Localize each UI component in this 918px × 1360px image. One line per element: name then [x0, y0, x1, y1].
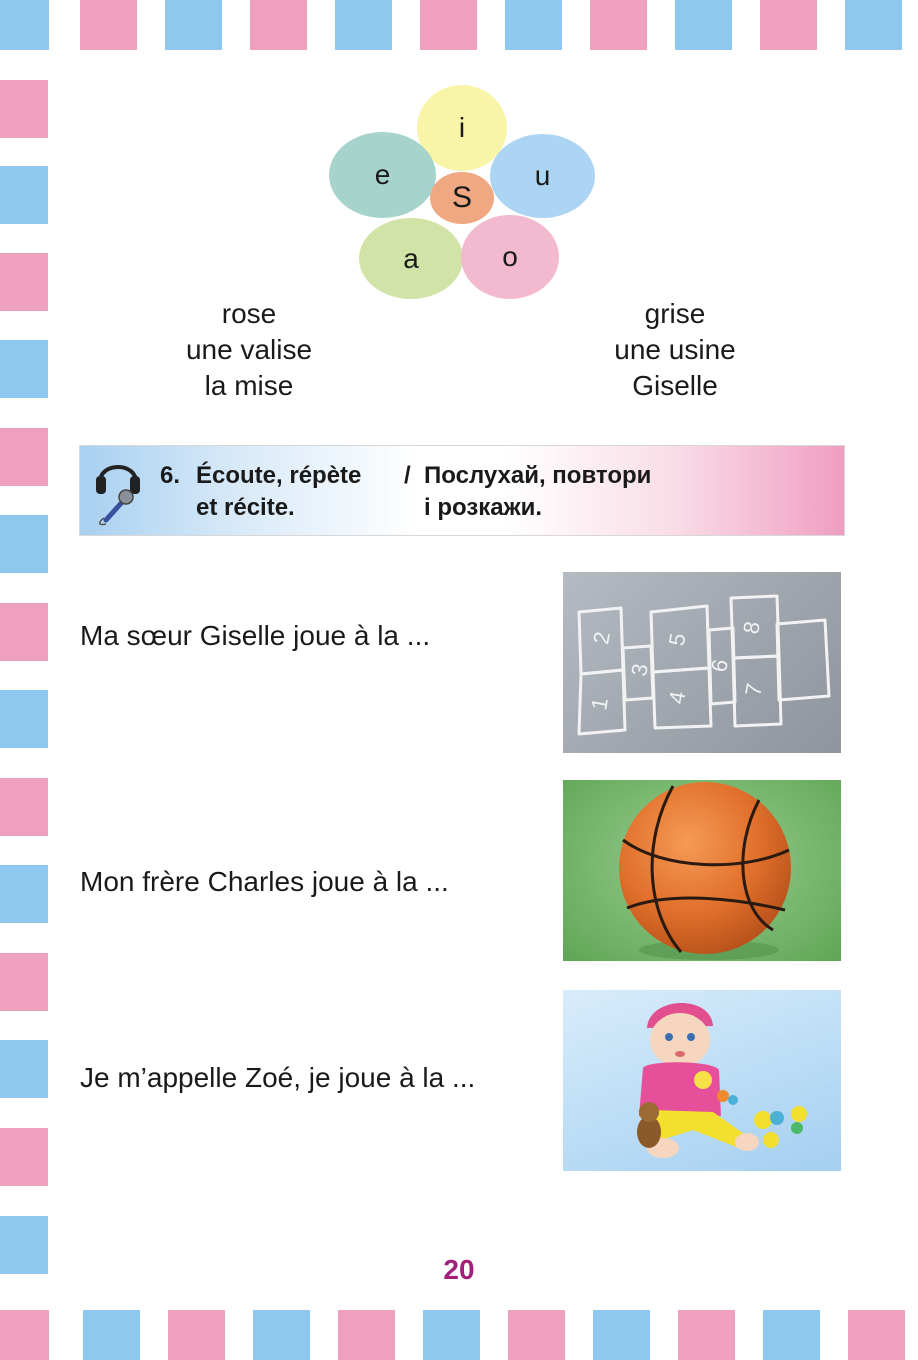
border-square — [0, 0, 49, 50]
exercise-instruction-fr — [196, 460, 361, 524]
border-square — [80, 0, 137, 50]
border-square — [338, 1310, 395, 1360]
border-square — [0, 166, 48, 224]
instruction-ua-line: Послухай, повтори — [424, 462, 652, 489]
border-square — [0, 778, 48, 836]
border-square — [165, 0, 222, 50]
border-square — [590, 0, 647, 50]
basketball-image — [563, 780, 841, 961]
word: une valise — [185, 334, 313, 365]
svg-text:1: 1 — [586, 695, 613, 713]
border-square — [168, 1310, 225, 1360]
svg-text:3: 3 — [626, 661, 653, 679]
exercise-number: 6. — [160, 462, 181, 489]
svg-text:4: 4 — [663, 689, 691, 706]
border-square — [845, 0, 902, 50]
instruction-fr-line: Écoute, répète — [196, 462, 362, 489]
svg-text:6: 6 — [706, 657, 733, 674]
border-square — [508, 1310, 565, 1360]
border-square — [0, 865, 48, 923]
svg-text:8: 8 — [738, 619, 765, 636]
page-number: 20 — [443, 1254, 475, 1285]
border-square — [0, 953, 48, 1011]
word-list-left — [149, 296, 349, 404]
border-square — [0, 253, 48, 311]
border-square — [0, 1310, 49, 1360]
hopscotch-drawing — [563, 572, 841, 753]
border-square — [0, 80, 48, 138]
border-square — [0, 515, 48, 573]
instruction-ua-line: і розкажи. — [424, 494, 543, 521]
instruction-separator: / — [404, 462, 411, 489]
border-square — [0, 340, 48, 398]
headphones-microphone-icon — [94, 456, 142, 526]
svg-text:7: 7 — [740, 681, 767, 698]
word-list-right — [575, 296, 775, 404]
exercise-banner — [79, 445, 845, 536]
border-square — [0, 1128, 48, 1186]
border-square — [253, 1310, 310, 1360]
instruction-fr-line: et récite. — [196, 494, 295, 521]
border-square — [678, 1310, 735, 1360]
sentence-3: Je m’appelle Zoé, je joue à la ... — [80, 1062, 476, 1093]
border-square — [0, 603, 48, 661]
petal-top: i — [417, 85, 507, 171]
sentence-1: Ma sœur Giselle joue à la ... — [80, 620, 431, 651]
border-square — [250, 0, 307, 50]
border-square — [0, 1040, 48, 1098]
border-square — [675, 0, 732, 50]
word: Giselle — [632, 370, 718, 401]
svg-text:2: 2 — [588, 629, 615, 647]
border-square — [0, 690, 48, 748]
border-square — [83, 1310, 140, 1360]
petal-bottom-right: o — [461, 215, 559, 299]
border-square — [763, 1310, 820, 1360]
border-square — [848, 1310, 905, 1360]
border-square — [593, 1310, 650, 1360]
basketball-drawing — [563, 780, 841, 961]
border-square — [335, 0, 392, 50]
word: une usine — [614, 334, 736, 365]
exercise-instruction-ua — [424, 460, 651, 524]
petal-right: u — [490, 134, 595, 218]
petal-left: e — [329, 132, 436, 218]
doll-drawing — [563, 990, 841, 1171]
petal-bottom-left: a — [359, 218, 463, 299]
border-square — [423, 1310, 480, 1360]
doll-image — [563, 990, 841, 1171]
word: la mise — [204, 370, 294, 401]
sentence-2: Mon frère Charles joue à la ... — [80, 866, 449, 897]
svg-text:5: 5 — [663, 631, 691, 648]
border-square — [0, 428, 48, 486]
border-square — [420, 0, 477, 50]
flower-center: S — [430, 172, 494, 224]
border-square — [760, 0, 817, 50]
hopscotch-image — [563, 572, 841, 753]
word: rose — [221, 298, 277, 329]
border-square — [505, 0, 562, 50]
word: grise — [644, 298, 706, 329]
